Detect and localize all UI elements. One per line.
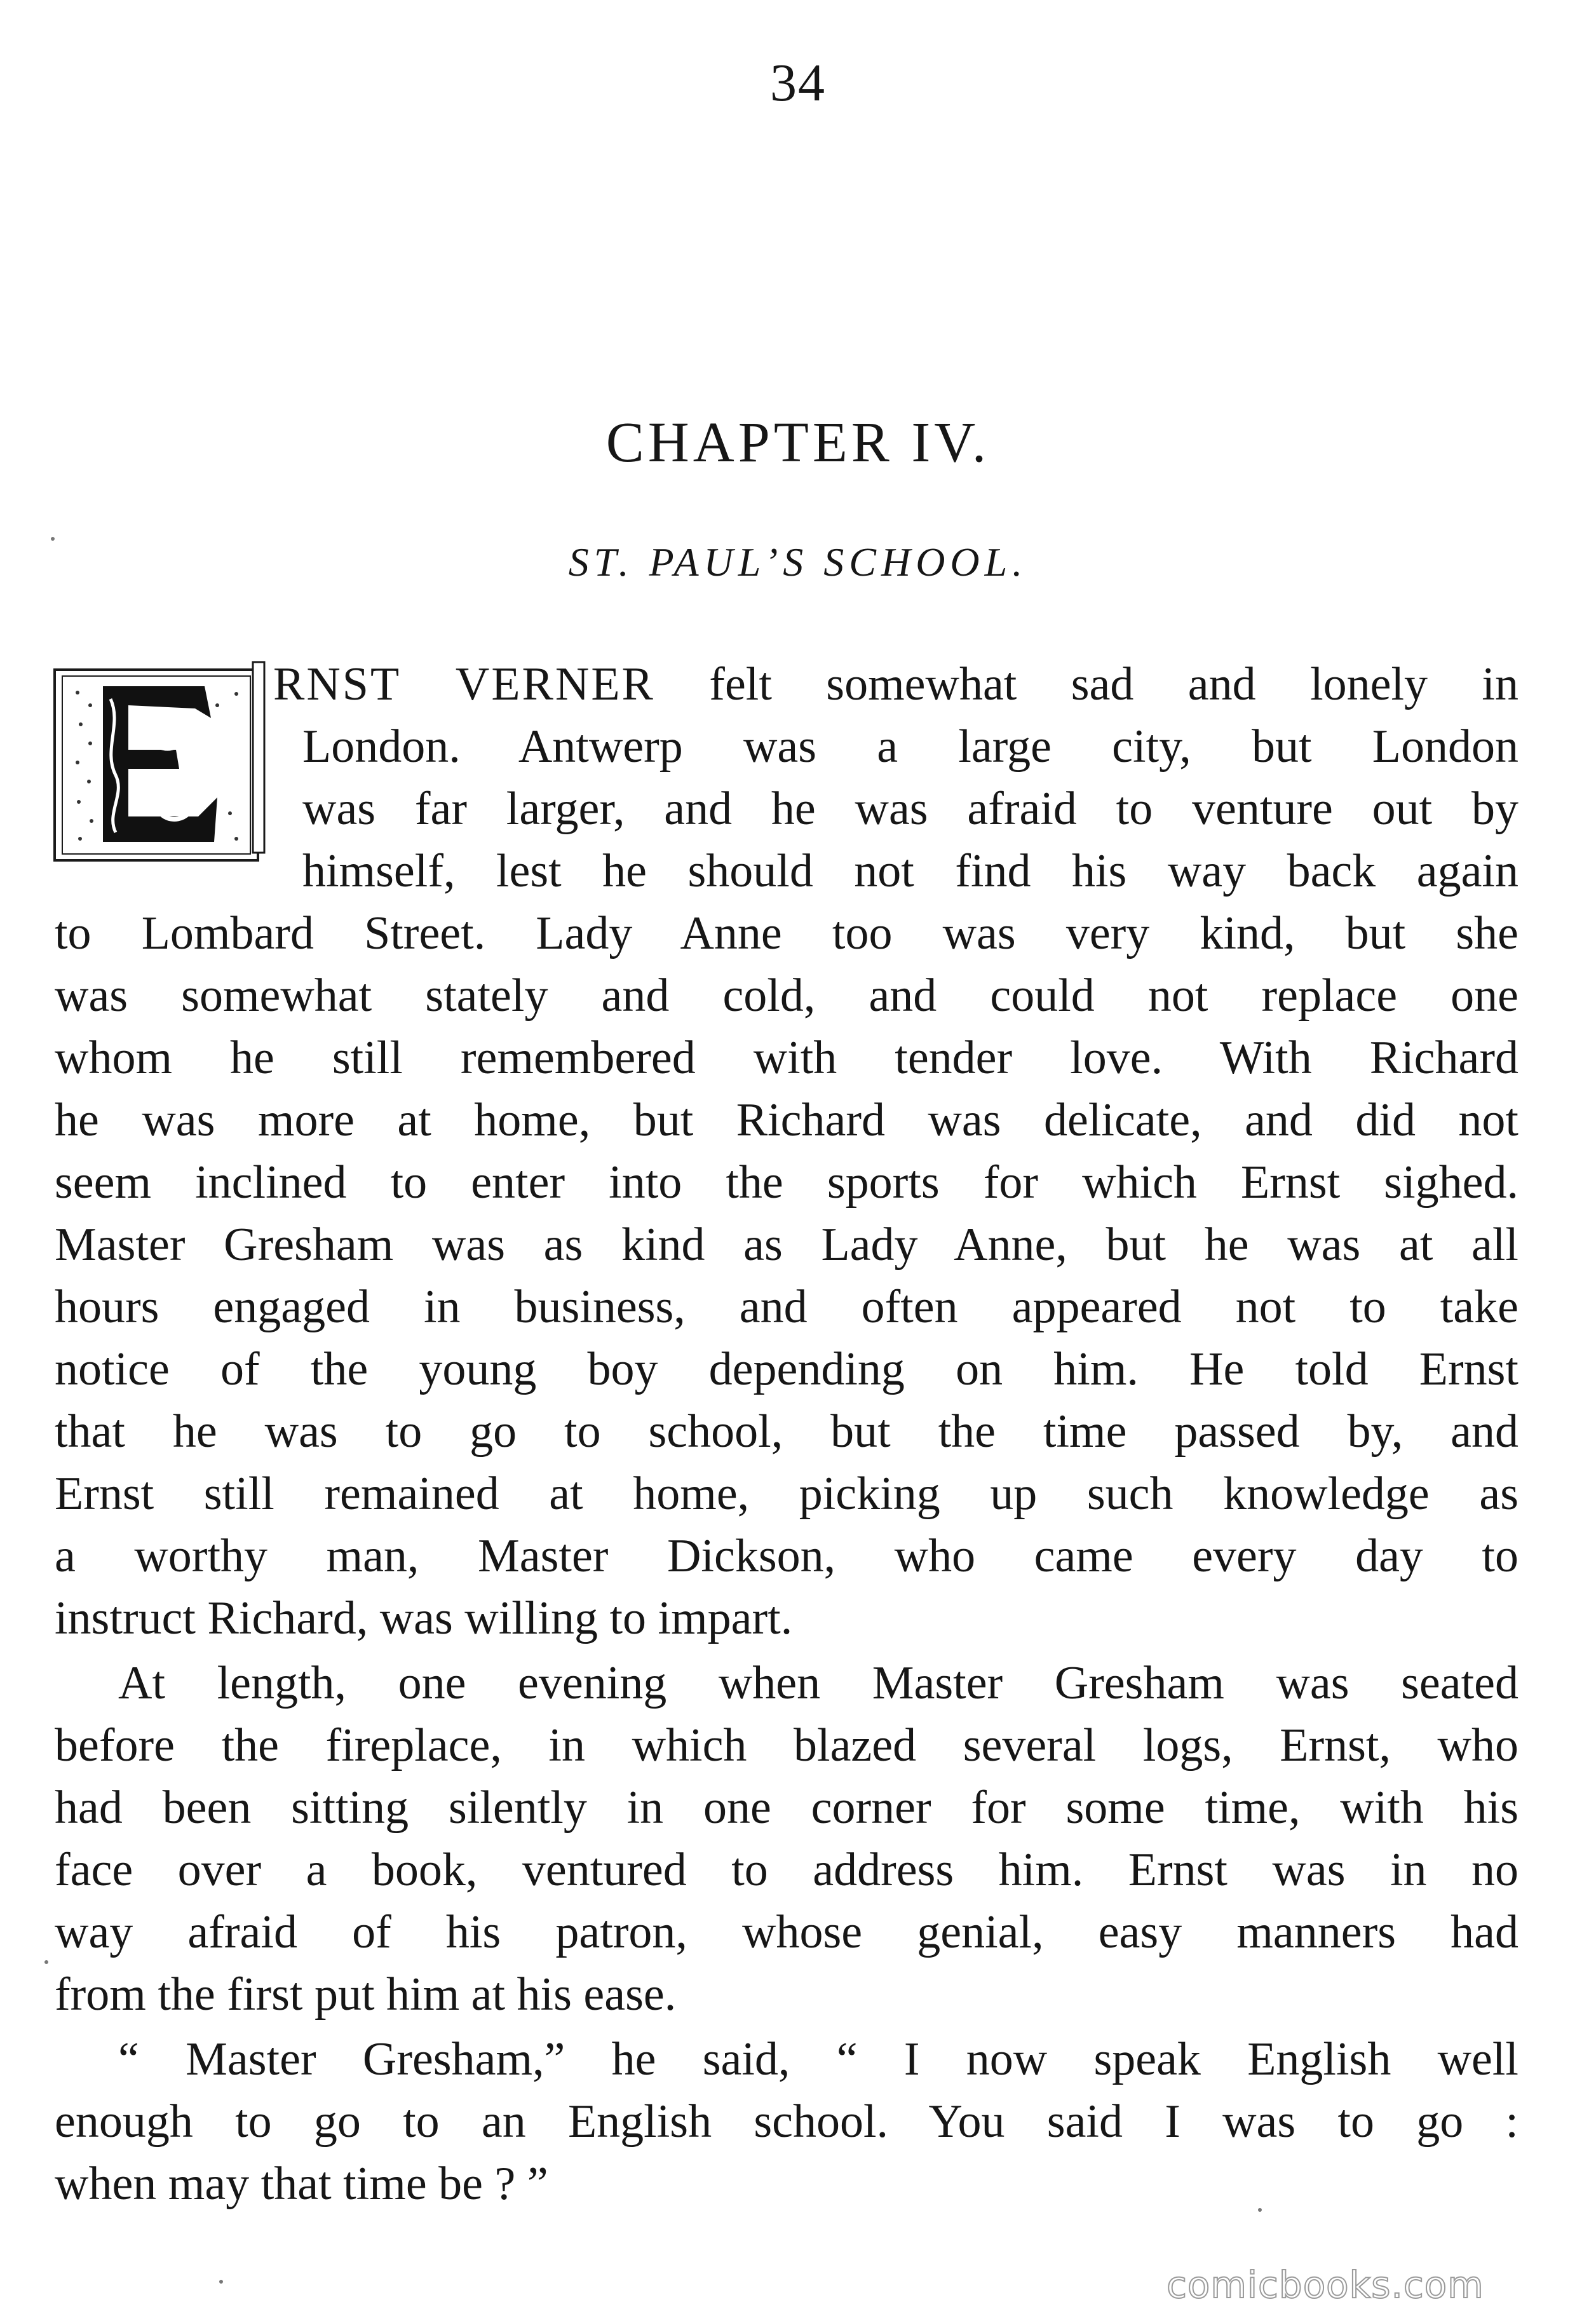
text-line-25: when may that time be ? ” — [55, 2158, 548, 2210]
text-line-4: himself, lest he should not find his way back again — [302, 845, 1518, 897]
text-line-7: whom he still remembered with tender love. With Richard — [55, 1032, 1518, 1084]
text-line-17: At length, one evening when Master Gresham was seated — [118, 1657, 1518, 1709]
text-line-1 — [273, 658, 1518, 710]
text-line-14: Ernst still remained at home, picking up such knowledge as — [55, 1468, 1518, 1520]
text-line-10: Master Gresham was as kind as Lady Anne, but he was at all — [55, 1219, 1518, 1271]
chapter-subtitle: ST. PAUL’S SCHOOL. — [568, 539, 1028, 585]
page-number: 34 — [770, 53, 826, 112]
text-line-11: hours engaged in business, and often appeared not to take — [55, 1281, 1518, 1333]
print-speck — [51, 537, 55, 541]
ornamental-drop-cap-E-icon — [52, 661, 268, 864]
text-line-24: enough to go to an English school. You said I was to go : — [55, 2096, 1518, 2148]
opening-words: RNST VERNER — [273, 658, 655, 710]
text-line-2: London. Antwerp was a large city, but London — [302, 721, 1518, 773]
text-line-18: before the fireplace, in which blazed several logs, Ernst, who — [55, 1719, 1518, 1771]
text-line-15: a worthy man, Master Dickson, who came every day to — [55, 1530, 1518, 1582]
text-line-20: face over a book, ventured to address him. Ernst was in no — [55, 1844, 1518, 1896]
first-line-rest: felt somewhat sad and lonely in — [654, 658, 1518, 710]
text-line-22: from the first put him at his ease. — [55, 1968, 677, 2021]
text-line-16: instruct Richard, was willing to impart. — [55, 1592, 793, 1644]
text-line-13: that he was to go to school, but the time passed by, and — [55, 1405, 1518, 1458]
text-line-8: he was more at home, but Richard was delicate, and did not — [55, 1094, 1518, 1146]
text-line-5: to Lombard Street. Lady Anne too was very kind, but she — [55, 907, 1518, 959]
print-speck — [44, 1960, 48, 1964]
print-speck — [1258, 2208, 1262, 2212]
watermark: comicbooks.com — [1167, 2263, 1484, 2306]
print-speck — [219, 2280, 223, 2284]
text-line-3: was far larger, and he was afraid to venture out by — [302, 783, 1518, 835]
chapter-title: CHAPTER IV. — [605, 411, 991, 474]
text-line-19: had been sitting silently in one corner for some time, with his — [55, 1782, 1518, 1834]
text-line-23: “ Master Gresham,” he said, “ I now speak English well — [118, 2033, 1518, 2085]
text-line-12: notice of the young boy depending on him. He told Ernst — [55, 1343, 1518, 1395]
text-line-21: way afraid of his patron, whose genial, easy manners had — [55, 1906, 1518, 1958]
text-line-9: seem inclined to enter into the sports for which Ernst sighed. — [55, 1156, 1518, 1209]
text-line-6: was somewhat stately and cold, and could not replace one — [55, 970, 1518, 1022]
